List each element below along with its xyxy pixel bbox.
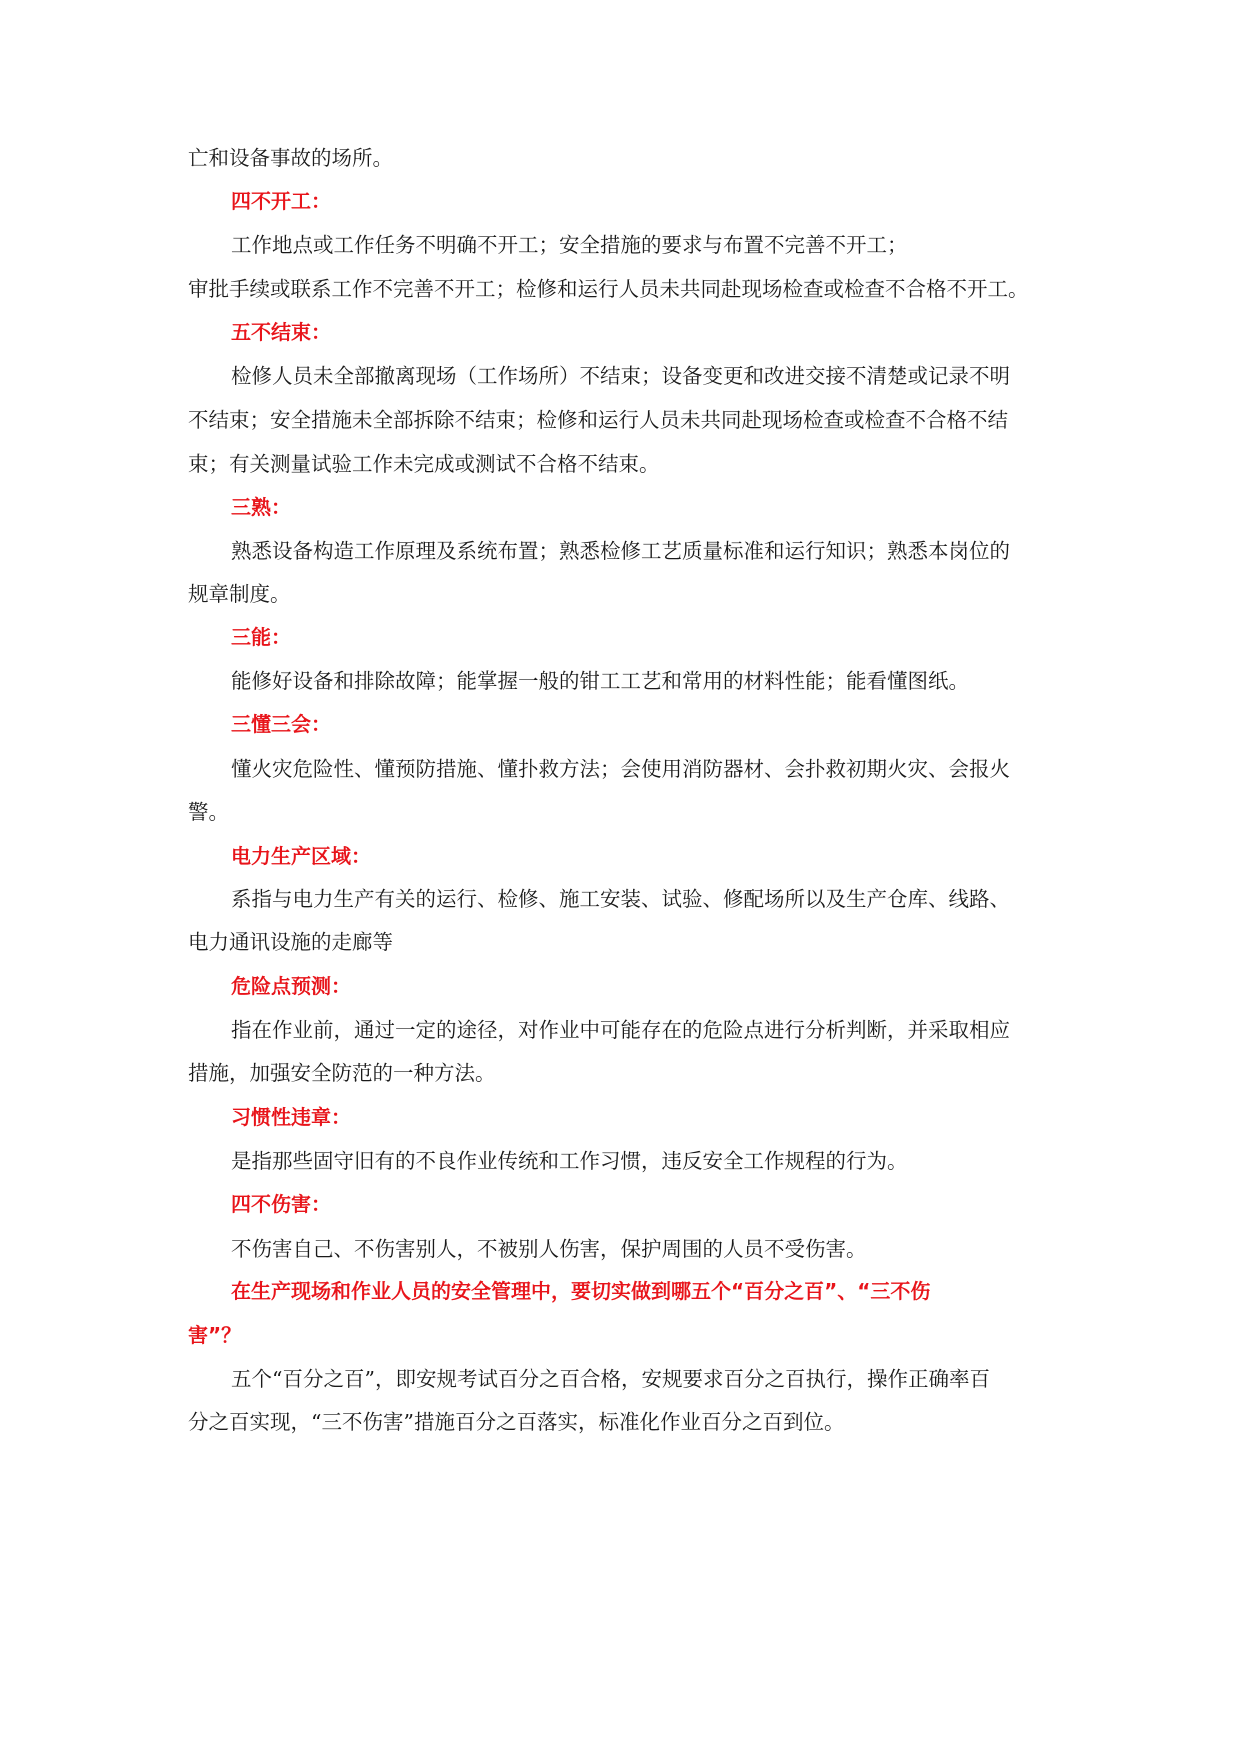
heading-five-no-end: 五不结束：: [231, 320, 331, 344]
text-line: 系指与电力生产有关的运行、检修、施工安装、试验、修配场所以及生产仓库、线路、: [231, 887, 1010, 911]
heading-hazard-prediction: 危险点预测：: [231, 974, 351, 998]
text-line: 措施，加强安全防范的一种方法。: [188, 1061, 496, 1085]
text-line: 指在作业前，通过一定的途径，对作业中可能存在的危险点进行分析判断，并采取相应: [231, 1018, 1010, 1042]
text-line: 不结束；安全措施未全部拆除不结束；检修和运行人员未共同赴现场检查或检查不合格不结: [188, 408, 1008, 432]
text-line: 警。: [188, 800, 229, 824]
heading-three-familiar: 三熟：: [231, 495, 291, 519]
text-line: 不伤害自己、不伤害别人，不被别人伤害，保护周围的人员不受伤害。: [231, 1237, 867, 1261]
heading-four-no-harm: 四不伤害：: [231, 1192, 331, 1216]
text-line: 五个“百分之百”，即安规考试百分之百合格，安规要求百分之百执行，操作正确率百: [231, 1367, 990, 1391]
text-line: 电力通讯设施的走廊等: [188, 930, 393, 954]
heading-habitual-violation: 习惯性违章：: [231, 1105, 351, 1129]
heading-question-cont: 害”？: [188, 1323, 242, 1347]
text-line: 亡和设备事故的场所。: [188, 146, 393, 170]
heading-four-no-start: 四不开工：: [231, 189, 331, 213]
text-line: 分之百实现，“三不伤害”措施百分之百落实，标准化作业百分之百到位。: [188, 1410, 845, 1434]
text-line: 熟悉设备构造工作原理及系统布置；熟悉检修工艺质量标准和运行知识；熟悉本岗位的: [231, 539, 1010, 563]
text-line: 工作地点或工作任务不明确不开工；安全措施的要求与布置不完善不开工；: [231, 233, 908, 257]
text-line: 是指那些固守旧有的不良作业传统和工作习惯，违反安全工作规程的行为。: [231, 1149, 908, 1173]
text-line: 规章制度。: [188, 582, 291, 606]
text-line: 审批手续或联系工作不完善不开工；检修和运行人员未共同赴现场检查或检查不合格不开工。: [188, 277, 1029, 301]
heading-three-understand-three-can: 三懂三会：: [231, 712, 331, 736]
heading-question: 在生产现场和作业人员的安全管理中，要切实做到哪五个“百分之百”、“三不伤: [231, 1279, 931, 1303]
text-line: 检修人员未全部撤离现场（工作场所）不结束；设备变更和改进交接不清楚或记录不明: [231, 364, 1010, 388]
text-line: 懂火灾危险性、懂预防措施、懂扑救方法；会使用消防器材、会扑救初期火灾、会报火: [231, 757, 1010, 781]
heading-three-capable: 三能：: [231, 625, 291, 649]
heading-power-production-area: 电力生产区域：: [231, 844, 371, 868]
text-line: 束；有关测量试验工作未完成或测试不合格不结束。: [188, 452, 660, 476]
text-line: 能修好设备和排除故障；能掌握一般的钳工工艺和常用的材料性能；能看懂图纸。: [231, 669, 969, 693]
